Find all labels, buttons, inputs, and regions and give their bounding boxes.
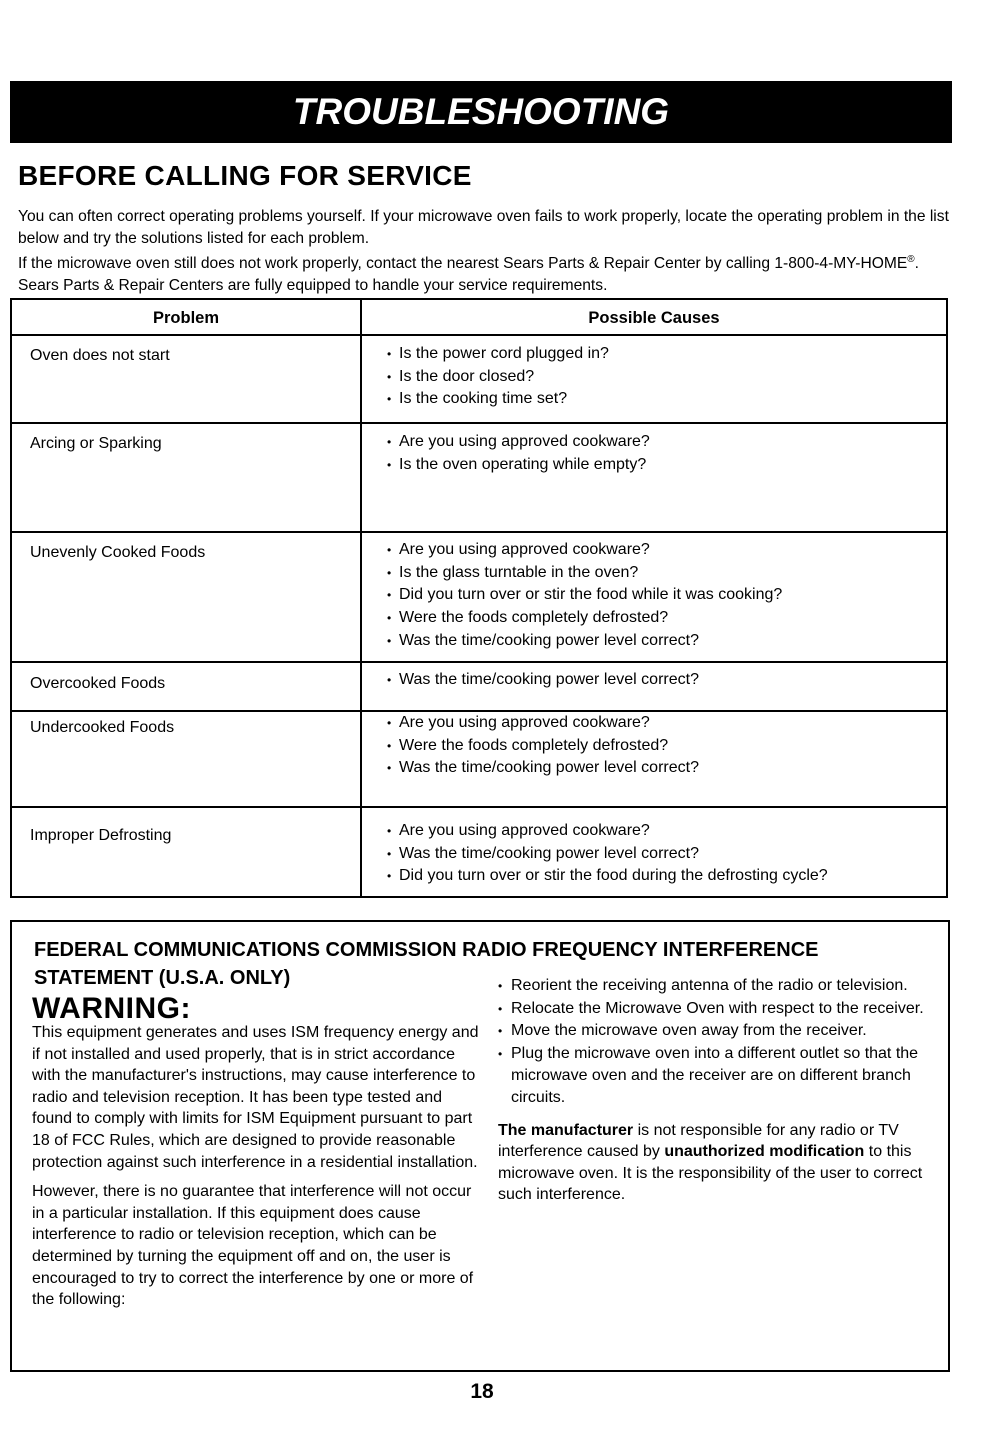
- note-bold-manufacturer: The manufacturer: [498, 1121, 634, 1139]
- column-header-problem: Problem: [152, 309, 220, 327]
- fcc-paragraph-2: However, there is no guarantee that interference will not occur in a particular installation. If this equipment does cause interference to radio or television reception, which can be determined by turning the equipment off and on, the user is encouraged to try to correct the interference by one or more of the following:: [32, 1183, 474, 1309]
- registered-mark: ®: [907, 254, 915, 266]
- row-divider: [12, 531, 946, 533]
- intro-paragraph-2: [18, 249, 958, 296]
- page-number: 18: [470, 1380, 494, 1403]
- warning-heading: WARNING:: [32, 992, 191, 1025]
- remedy-item: • Move the microwave oven away from the receiver.: [498, 1020, 938, 1043]
- fcc-right-column: [498, 975, 938, 1206]
- intro-p2-start: If the microwave oven still does not work properly, contact the nearest Sears Parts & Repair Center by calling 1-800-4-MY-HOME: [18, 255, 908, 273]
- fcc-title: FEDERAL COMMUNICATIONS COMMISSION RADIO FREQUENCY INTERFERENCE STATEMENT (U.S.A. ONLY): [34, 939, 819, 989]
- header-divider: [12, 334, 946, 336]
- problem-cell: Overcooked Foods: [30, 675, 166, 692]
- fcc-left-column: [32, 1022, 482, 1319]
- cause-item: • Were the foods completely defrosted?: [387, 607, 782, 630]
- column-header-causes: Possible Causes: [588, 309, 720, 327]
- remedy-item: • Plug the microwave oven into a different outlet so that the microwave oven and the receiver are on different branch circuits.: [498, 1043, 938, 1109]
- causes-list: [387, 820, 828, 888]
- causes-list: [387, 431, 650, 476]
- cause-item: • Was the time/cooking power level correct?: [387, 757, 699, 780]
- note-text-1: is not responsible for any radio or TV interference caused by: [498, 1121, 899, 1161]
- problem-cell: Oven does not start: [30, 347, 170, 364]
- cause-item: • Was the time/cooking power level correct?: [387, 669, 699, 692]
- page-banner: TROUBLESHOOTING: [10, 81, 952, 143]
- cause-item: • Did you turn over or stir the food during the defrosting cycle?: [387, 865, 828, 888]
- manufacturer-note: [498, 1120, 938, 1206]
- cause-item: • Was the time/cooking power level correct?: [387, 843, 828, 866]
- remedy-list: [498, 975, 938, 1109]
- row-divider: [12, 806, 946, 808]
- cause-item: • Was the time/cooking power level correct?: [387, 630, 782, 653]
- remedy-item: • Reorient the receiving antenna of the radio or television.: [498, 975, 938, 998]
- row-divider: [12, 422, 946, 424]
- cause-item: • Is the glass turntable in the oven?: [387, 562, 782, 585]
- causes-list: [387, 669, 699, 692]
- intro-text: [18, 206, 958, 297]
- causes-list: [387, 539, 782, 653]
- cause-item: • Did you turn over or stir the food while it was cooking?: [387, 584, 782, 607]
- cause-item: • Is the oven operating while empty?: [387, 454, 650, 477]
- note-text-2: to this microwave oven. It is the responsibility of the user to correct such interference.: [498, 1143, 923, 1204]
- intro-p2-end: . Sears Parts & Repair Centers are fully equipped to handle your service requirements.: [18, 255, 919, 294]
- troubleshooting-table: [10, 298, 948, 898]
- cause-item: • Is the cooking time set?: [387, 388, 609, 411]
- problem-cell: Improper Defrosting: [30, 827, 172, 844]
- fcc-statement-box: [10, 920, 950, 1372]
- fcc-paragraph-1: This equipment generates and uses ISM frequency energy and if not installed and used properly, that is in strict accordance with the manufacturer's instructions, may cause interference to radio and television reception. It has been type tested and found to comply with limits for ISM Equipment pursuant to part 18 of FCC Rules, which are designed to provide reasonable protection against such interference in a residential installation.: [32, 1024, 479, 1171]
- problem-cell: Arcing or Sparking: [30, 435, 162, 452]
- cause-item: • Are you using approved cookware?: [387, 539, 782, 562]
- causes-list: [387, 343, 609, 411]
- row-divider: [12, 661, 946, 663]
- cause-item: • Is the door closed?: [387, 366, 609, 389]
- causes-list: [387, 712, 699, 780]
- cause-item: • Are you using approved cookware?: [387, 712, 699, 735]
- cause-item: • Are you using approved cookware?: [387, 431, 650, 454]
- cause-item: • Were the foods completely defrosted?: [387, 735, 699, 758]
- problem-cell: Undercooked Foods: [30, 719, 175, 736]
- intro-paragraph-1: You can often correct operating problems yourself. If your microwave oven fails to work properly, locate the operating problem in the list below and try the solutions listed for each problem.: [18, 208, 949, 247]
- cause-item: • Are you using approved cookware?: [387, 820, 828, 843]
- section-title: BEFORE CALLING FOR SERVICE: [18, 160, 472, 191]
- cause-item: • Is the power cord plugged in?: [387, 343, 609, 366]
- note-bold-modification: unauthorized modification: [664, 1143, 865, 1161]
- problem-cell: Unevenly Cooked Foods: [30, 544, 206, 561]
- remedy-item: • Relocate the Microwave Oven with respect to the receiver.: [498, 998, 938, 1021]
